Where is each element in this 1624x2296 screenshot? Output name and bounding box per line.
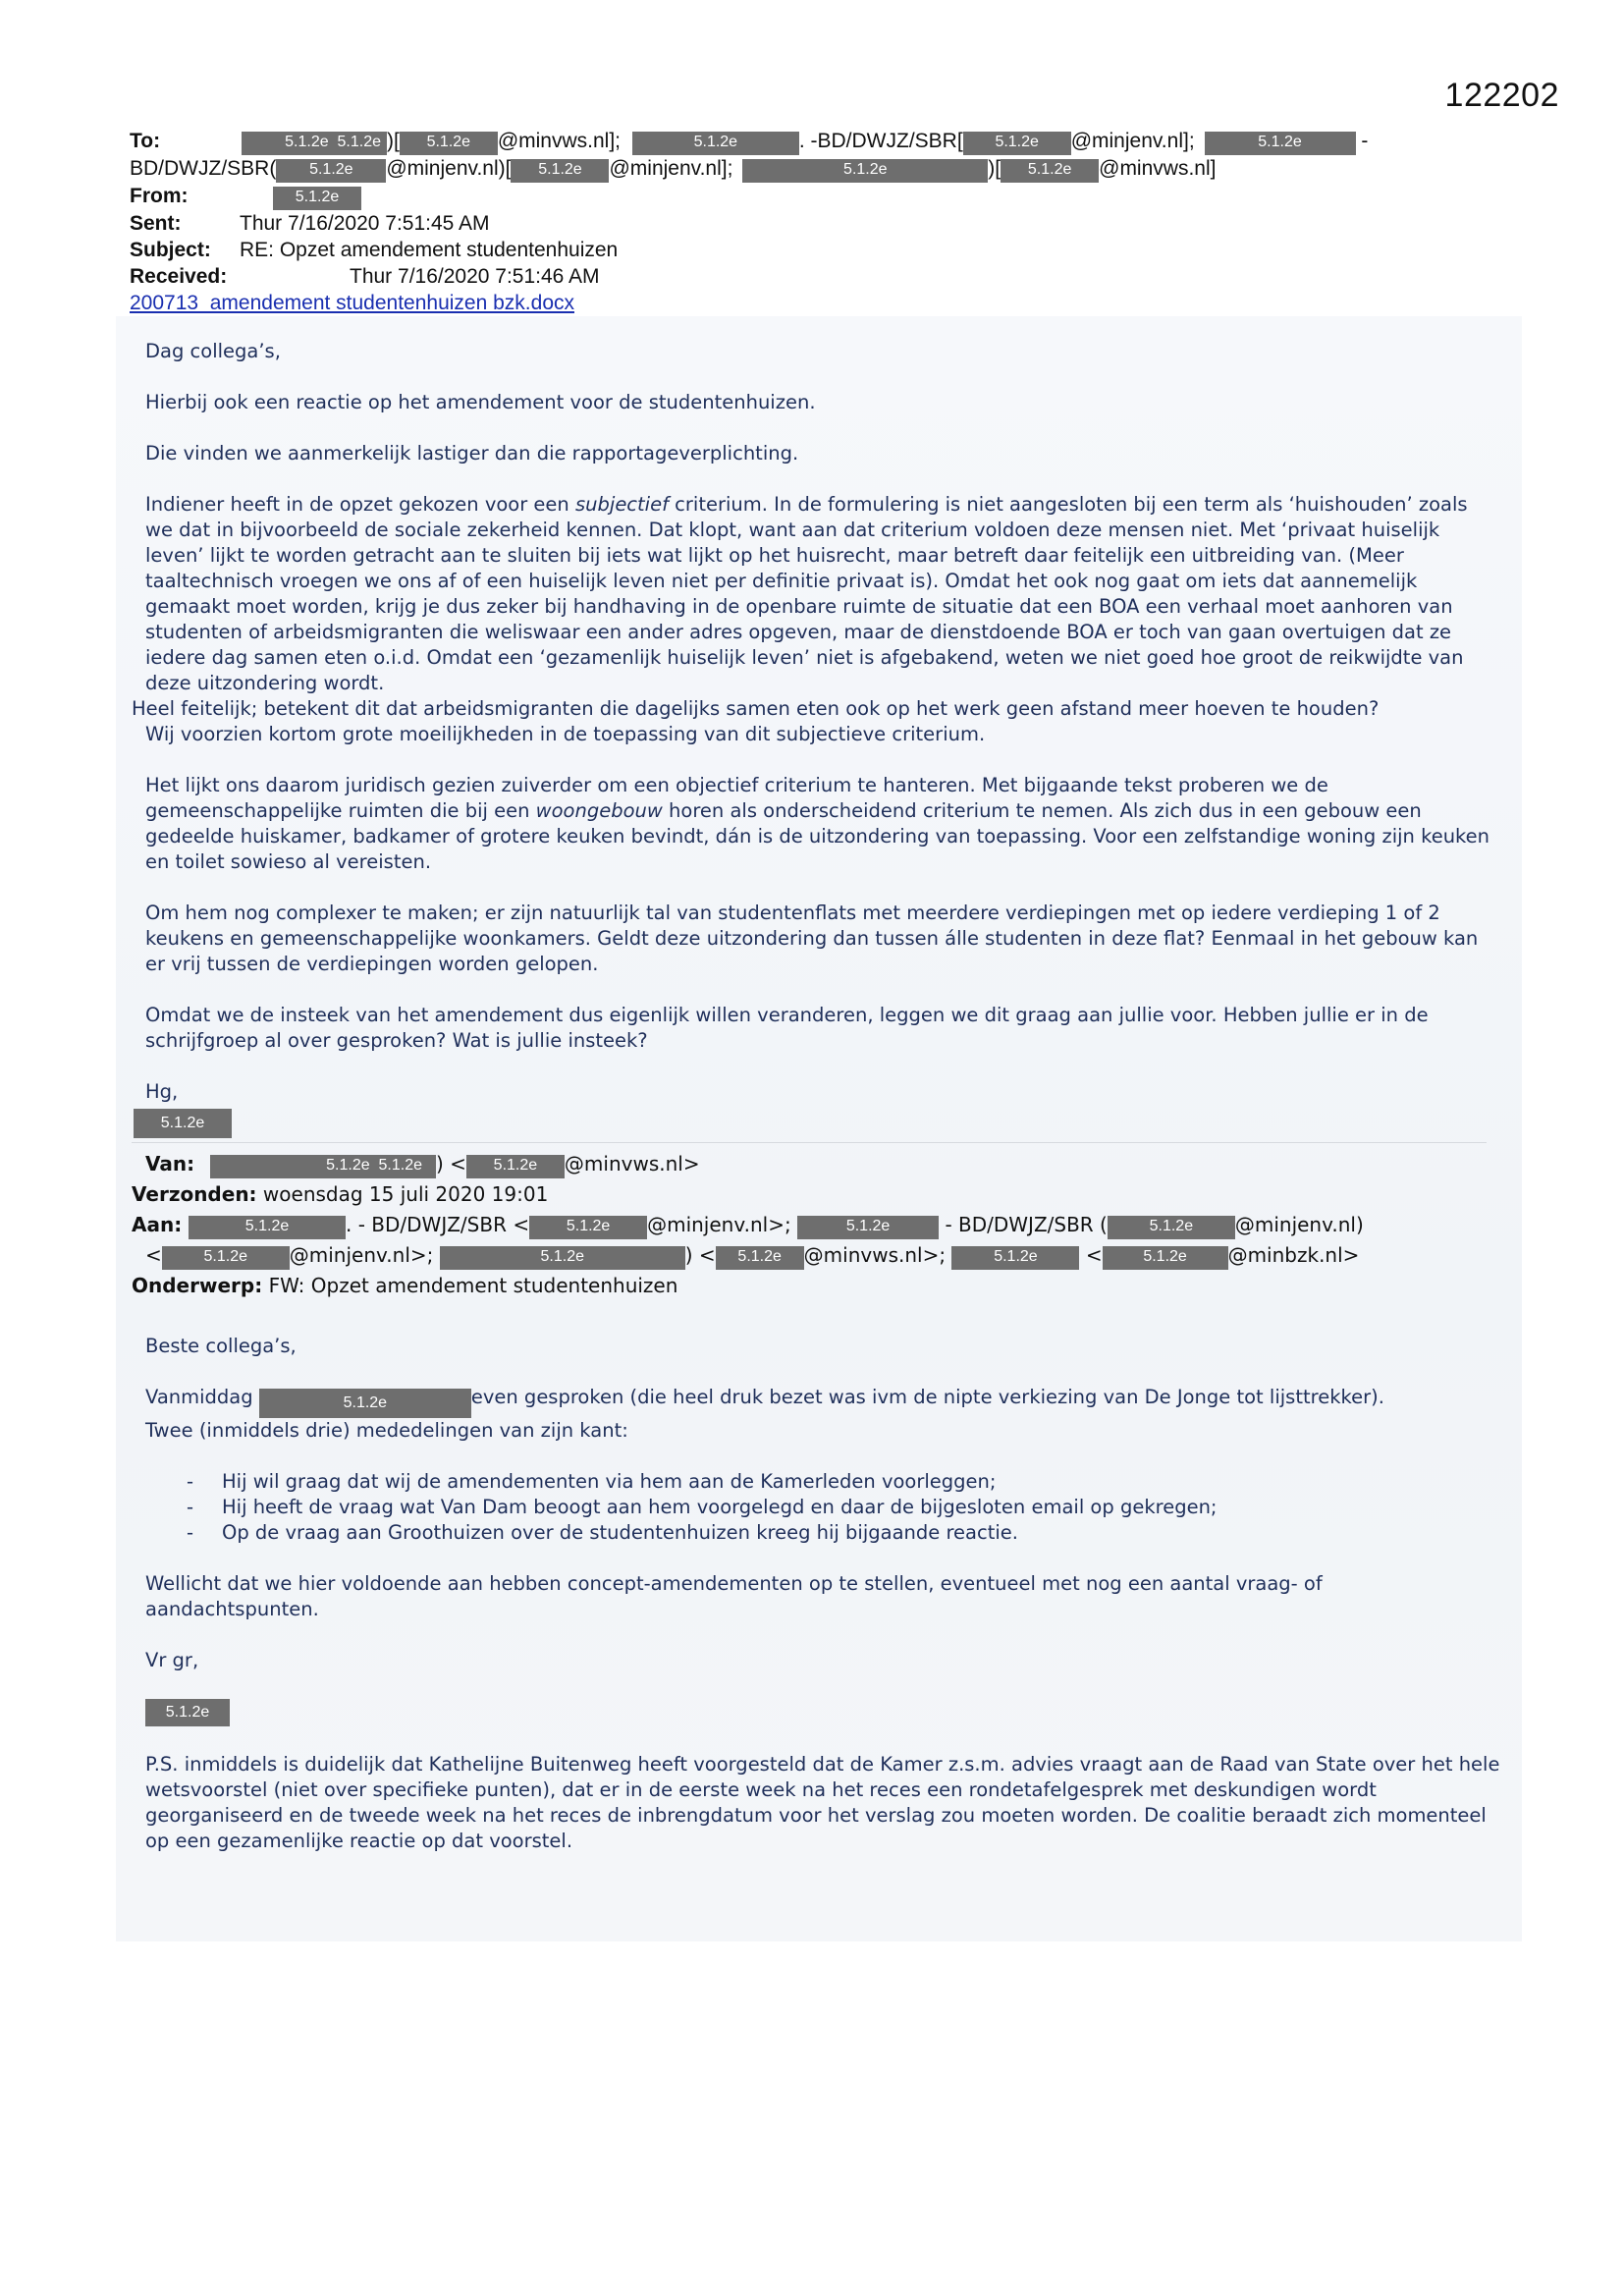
greeting: Dag collega’s, [145,340,281,362]
separator [132,1142,1487,1143]
van-label: Van: [145,1152,195,1175]
received-line [130,263,1524,290]
from-line [130,183,1524,210]
to-line: To: 5.1.2e 5.1.2e )[ 5.1.2e @minvws.nl]; 5.1.2e . -BD/DWJZ/SBR[ 5.1.2e @minjenv.nl]; 5.1.2e - [130,128,1524,155]
list-item: - Hij wil graag dat wij de amendementen via hem aan de Kamerleden voorleggen; [187,1469,1500,1495]
redaction: 5.1.2e [1001,159,1099,183]
redaction: 5.1.2e [276,159,386,183]
redaction: 5.1.2e [797,1216,939,1239]
redaction: 5.1.2e [963,132,1071,155]
redaction: 5.1.2e [1103,1246,1228,1270]
bullet-list [145,1469,1500,1546]
redaction: 5.1.2e 5.1.2e [210,1155,436,1178]
greeting: Beste collega’s, [145,1335,297,1357]
to-label: To: [130,130,161,152]
van-line: Van: 5.1.2e 5.1.2e ) < 5.1.2e @minvws.nl> [132,1149,1526,1179]
paragraph: Indiener heeft in de opzet gekozen voor een subjectief criterium. In de formulering is niet aangesloten bij een term als ‘huishouden’ zoals we dat in bijvoorbeeld de sociale zekerheid kennen. Dat klopt, want aan dat criterium voldoen deze mensen niet. Met ‘privaat huiselijk leven’ lijkt te worden getracht aan te sluiten bij iets wat lijkt op het huisrecht, maar betreft daar feitelijk een uitbreiding van. (Meer taaltechnisch vroegen we ons af of een huiselijk leven niet per definitie privaat is). Omdat het ook nog gaat om iets dat aannemelijk gemaakt moet worden, krijg je dus zeker bij handhaving in de openbare ruimte de situatie dat een BOA een verhaal moet aanhoren van studenten of arbeidsmigranten die weliswaar een ander adres opgeven, maar de dienstdoende BOA er toch van gaan overtuigen dat ze iedere dag samen eten o.i.d. Omdat een ‘gezamenlijk huiselijk leven’ niet is afgebakend, weten we niet goed hoe groot de reikwijdte van deze uitzondering wordt. [145,493,1468,694]
attachment-link[interactable]: 200713_amendement studentenhuizen bzk.docx [130,292,574,314]
onderwerp-line [132,1271,1526,1301]
list-item: - Hij heeft de vraag wat Van Dam beoogt aan hem voorgelegd en daar de bijgesloten email op gekregen; [187,1495,1500,1520]
redaction: 5.1.2e [259,1389,471,1418]
email-header [130,128,1524,316]
email-body-2 [145,1334,1500,1880]
paragraph: Omdat we de insteek van het amendement dus eigenlijk willen veranderen, leggen we dit graag aan jullie voor. Hebben jullie er in de schrijfgroep al over gesproken? Wat is jullie insteek? [145,1004,1429,1052]
forwarded-header [132,1149,1526,1301]
received-label: Received: [130,265,228,288]
subject-label: Subject: [130,239,211,261]
received-value: Thur 7/16/2020 7:51:46 AM [350,265,600,288]
sent-label: Sent: [130,212,182,235]
verzonden-label: Verzonden: [132,1182,257,1206]
aan-line-continued: < 5.1.2e @minjenv.nl>; 5.1.2e ) < 5.1.2e @minvws.nl>; 5.1.2e < 5.1.2e @minbzk.nl> [132,1240,1526,1271]
paragraph: Heel feitelijk; betekent dit dat arbeidsmigranten die dagelijks samen eten ook op het werk geen afstand meer hoeven te houden? [132,697,1380,720]
redaction: 5.1.2e [529,1216,647,1239]
closing: Vr gr, [145,1649,199,1671]
paragraph: Wellicht dat we hier voldoende aan hebben concept-amendementen op te stellen, eventueel met nog een aantal vraag- of aandachtspunten. [145,1572,1323,1620]
redaction: 5.1.2e [632,132,799,155]
redaction: 5.1.2e [273,187,361,210]
aan-label: Aan: [132,1213,183,1236]
redaction: 5.1.2e [400,132,498,155]
paragraph: Vanmiddag 5.1.2e even gesproken (die heel druk bezet was ivm de nipte verkiezing van De Jonge tot lijsttrekker). [145,1385,1500,1418]
redaction: 5.1.2e [466,1155,565,1178]
paragraph: Twee (inmiddels drie) mededelingen van zijn kant: [145,1419,628,1442]
redaction: 5.1.2e [511,159,609,183]
signature-redaction: 5.1.2e [145,1699,230,1726]
email-body-1 [132,339,1500,1138]
postscript: P.S. inmiddels is duidelijk dat Kathelijne Buitenweg heeft voorgesteld dat de Kamer z.s.m. advies vraagt aan de Raad van State over het hele wetsvoorstel (niet over specifieke punten), dat er in de eerste week na het reces een rondetafelgesprek met deskundigen wordt georganiseerd en de tweede week na het reces de inbrengdatum voor het verslag zou moeten worden. De coalitie beraadt zich momenteel op een gezamenlijke reactie op dat voorstel. [145,1753,1500,1852]
subject-line [130,237,1524,263]
verzonden-line [132,1179,1526,1210]
redaction: 5.1.2e [162,1246,290,1270]
redaction: 5.1.2e [189,1216,346,1239]
onderwerp-value: FW: Opzet amendement studentenhuizen [268,1274,678,1297]
sent-value: Thur 7/16/2020 7:51:45 AM [240,212,490,235]
aan-line: Aan: 5.1.2e . - BD/DWJZ/SBR < 5.1.2e @minjenv.nl>; 5.1.2e - BD/DWJZ/SBR ( 5.1.2e @minjenv.nl) [132,1210,1526,1240]
document-number: 122202 [1444,77,1559,114]
subject-value: RE: Opzet amendement studentenhuizen [240,239,619,261]
redaction: 5.1.2e [716,1246,804,1270]
redaction: 5.1.2e [440,1246,685,1270]
from-label: From: [130,185,189,207]
redaction: 5.1.2e [951,1246,1079,1270]
attachment-line [130,290,1524,316]
sent-line [130,210,1524,237]
paragraph: Om hem nog complexer te maken; er zijn natuurlijk tal van studentenflats met meerdere verdiepingen met op iedere verdieping 1 of 2 keukens en gemeenschappelijke woonkamers. Geldt deze uitzondering dan tussen álle studenten in deze flat? Eenmaal in het gebouw kan er vrij tussen de verdiepingen worden gelopen. [145,902,1479,975]
redaction: 5.1.2e 5.1.2e [242,132,387,155]
redaction: 5.1.2e [742,159,988,183]
redaction: 5.1.2e [1205,132,1356,155]
to-line-continued: BD/DWJZ/SBR( 5.1.2e @minjenv.nl)[ 5.1.2e @minjenv.nl]; 5.1.2e )[ 5.1.2e @minvws.nl] [130,155,1524,183]
verzonden-value: woensdag 15 juli 2020 19:01 [262,1182,549,1206]
paragraph: Wij voorzien kortom grote moeilijkheden in de toepassing van dit subjectieve criterium. [145,723,986,745]
paragraph: Die vinden we aanmerkelijk lastiger dan die rapportageverplichting. [145,442,799,465]
signature-redaction: 5.1.2e [134,1109,232,1138]
list-item: - Op de vraag aan Groothuizen over de studentenhuizen kreeg hij bijgaande reactie. [187,1520,1500,1546]
redaction: 5.1.2e [1108,1216,1235,1239]
onderwerp-label: Onderwerp: [132,1274,263,1297]
paragraph: Het lijkt ons daarom juridisch gezien zuiverder om een objectief criterium te hanteren. Met bijgaande tekst proberen we de gemeenschappelijke ruimten die bij een woongebouw horen als onderscheidend criterium te nemen. Als zich dus in een gebouw een gedeelde huiskamer, badkamer of grotere keuken bevindt, dán is de uitzondering van toepassing. Voor een zelfstandige woning zijn keuken en toilet sowieso al vereisten. [145,774,1490,873]
paragraph: Hierbij ook een reactie op het amendement voor de studentenhuizen. [145,391,816,413]
closing: Hg, [145,1080,179,1103]
